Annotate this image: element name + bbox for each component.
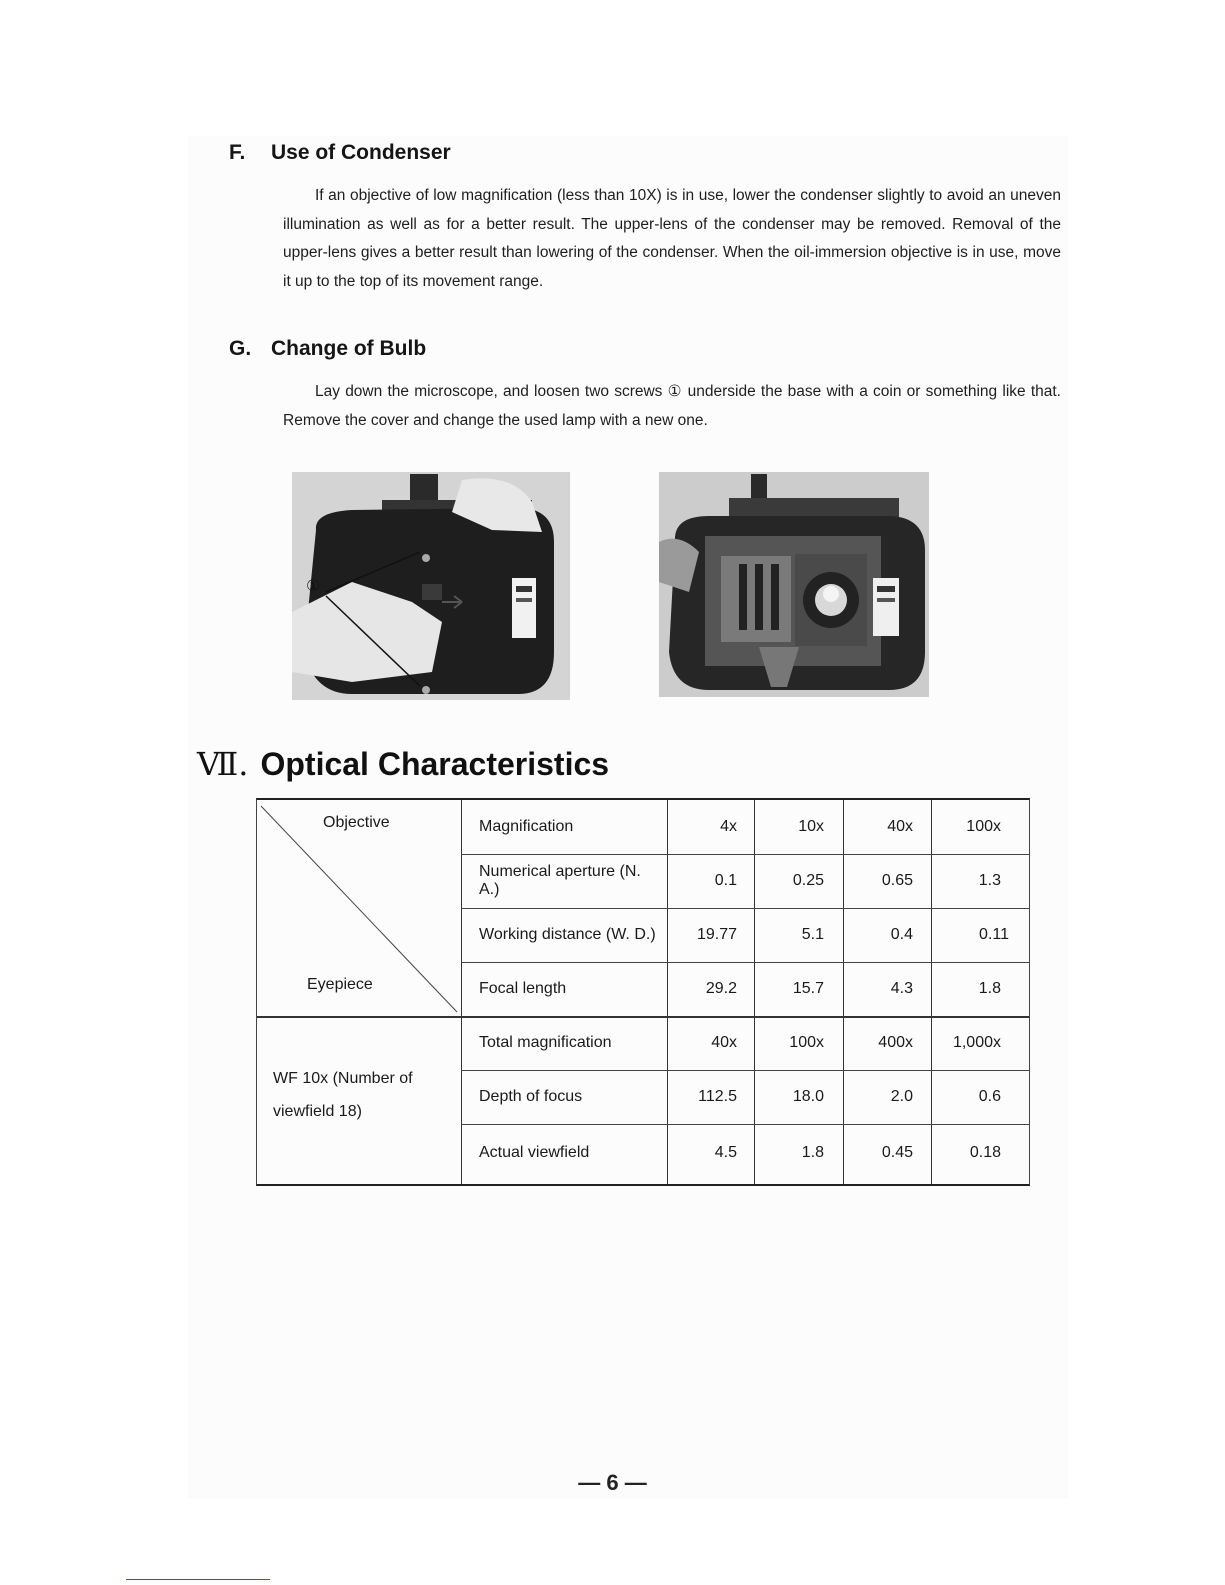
value-cell: 112.5 (698, 1088, 737, 1105)
value-cell: 0.4 (890, 926, 913, 943)
page-number: — 6 — (578, 1470, 647, 1495)
value-cell: 0.1 (714, 872, 737, 889)
value-cell: 18.0 (792, 1088, 824, 1105)
corner-objective-label: Objective (323, 814, 390, 831)
section-f-title: Use of Condenser (271, 141, 451, 164)
chapter-title: Optical Characteristics (260, 746, 610, 782)
value-cell: 1.8 (978, 980, 1001, 997)
value-cell: 0.18 (969, 1144, 1001, 1161)
value-cell: 100x (789, 1034, 824, 1051)
value-cell: 1.8 (801, 1144, 824, 1161)
value-cell: 29.2 (705, 980, 737, 997)
value-cell: 2.0 (890, 1088, 913, 1105)
value-cell: 5.1 (801, 926, 824, 943)
bulb-cover-illustration (292, 472, 570, 700)
chapter-heading (197, 745, 609, 783)
value-cell: 0.6 (978, 1088, 1001, 1105)
value-cell: 4.3 (890, 980, 913, 997)
chapter-numeral: Ⅶ. (197, 745, 249, 783)
value-cell: 4x (720, 818, 737, 835)
section-f-heading (229, 141, 451, 165)
row-label-magnification: Magnification (479, 818, 574, 835)
value-cell: 40x (887, 818, 913, 835)
value-cell: 4.5 (714, 1144, 737, 1161)
value-cell: 19.77 (696, 926, 737, 943)
row-label-depth-of-focus: Depth of focus (479, 1088, 583, 1105)
section-g-body: Lay down the microscope, and loosen two screws ① underside the base with a coin or something like that. Remove the cover and change the used lamp with a new one. (283, 383, 1061, 429)
value-cell: 15.7 (792, 980, 824, 997)
value-cell: 100x (966, 818, 1001, 835)
row-label-actual-viewfield: Actual viewfield (479, 1144, 590, 1161)
lamp-housing-photo (659, 472, 929, 697)
bulb-cover-photo (292, 472, 570, 700)
value-cell: 0.65 (881, 872, 913, 889)
value-cell: 0.25 (792, 872, 824, 889)
value-cell: 1.3 (978, 872, 1001, 889)
optical-characteristics-table (256, 798, 1030, 1186)
row-label-numerical-aperture: Numerical aperture (N. A.) (479, 863, 641, 898)
value-cell: 40x (711, 1034, 737, 1051)
bottom-underline (126, 1577, 270, 1580)
section-f-letter: F. (229, 141, 246, 164)
section-g-letter: G. (229, 337, 252, 360)
corner-eyepiece-label: Eyepiece (307, 976, 373, 993)
row-label-working-distance: Working distance (W. D.) (479, 926, 656, 943)
value-cell: 400x (878, 1034, 913, 1051)
section-f-body: If an objective of low magnification (less than 10X) is in use, lower the condenser slightly to avoid an uneven illumination as well as for a better result. The upper-lens of the condenser may be removed. Removal of the upper-lens gives a better result than lowering of the condenser. When the oil-immersion objective is in use, move it up to the top of its movement range. (283, 187, 1061, 290)
eyepiece-label: WF 10x (Number of viewfield 18) (273, 1070, 413, 1120)
lamp-housing-illustration (659, 472, 929, 697)
value-cell: 0.11 (979, 926, 1009, 943)
row-label-total-magnification: Total magnification (479, 1034, 612, 1051)
value-cell: 10x (798, 818, 824, 835)
row-label-focal-length: Focal length (479, 980, 567, 997)
section-g-title: Change of Bulb (271, 337, 427, 360)
section-g-heading (229, 337, 426, 361)
screw-callout-label: ① (306, 576, 321, 595)
value-cell: 1,000x (952, 1034, 1001, 1051)
value-cell: 0.45 (881, 1144, 913, 1161)
